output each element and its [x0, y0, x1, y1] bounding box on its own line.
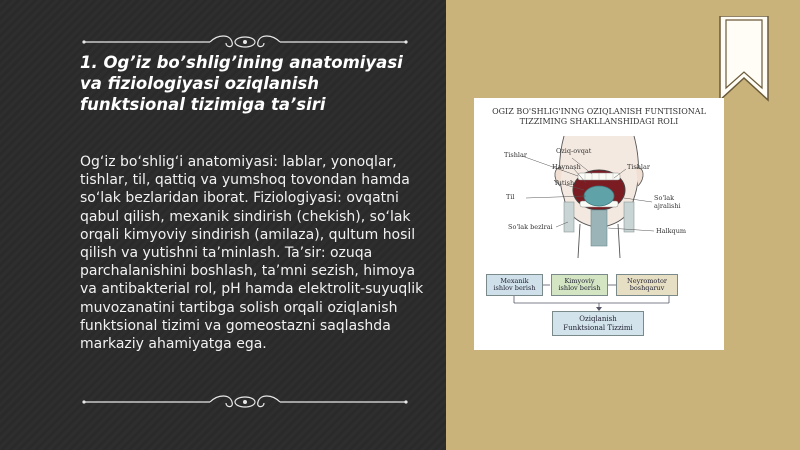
label-haynash: Haynash: [552, 163, 581, 171]
figure-title-line-1: OGIZ BO'SHLIG'INNG OZIQLANISH FUNTISIONAL: [492, 107, 706, 116]
label-yutish: Yutish: [554, 179, 575, 187]
label-tishlar-right: Tishlar: [627, 163, 650, 171]
figure-title: [474, 107, 724, 127]
box-neyromotor-boshqaruv: [616, 274, 678, 296]
figure-title-line-2: TIZZIMING SHAKLLANSHIDAGI ROLI: [519, 117, 679, 126]
box-oziqlanish-funktsional-tizimi: [552, 311, 644, 336]
box-mexanik-line-1: Mexanik: [500, 276, 529, 285]
label-halkqum: Halkqum: [656, 227, 687, 235]
label-til: Til: [506, 193, 515, 201]
anatomy-figure: [474, 98, 724, 350]
box-mexanik-line-2: ishlov berish: [493, 284, 536, 292]
bookmark-icon: [718, 16, 770, 102]
label-solak-ajralishi-1: So'lak: [654, 194, 675, 202]
box-result-line-2: Funktsional Tizzimi: [563, 323, 633, 332]
label-oziq-ovqat: Oziq-ovqat: [556, 147, 592, 155]
box-result-line-1: Oziqlanish: [579, 315, 617, 323]
box-neyromotor-line-2: boshqaruv: [629, 284, 665, 292]
box-mexanik-ishlov-berish: [486, 274, 543, 296]
slide-title: 1. Og’iz bo’shlig’ining anatomiyasi va fiziologiyasi oziqlanish funktsional tizimiga ta’siri: [80, 53, 403, 114]
box-kimyoviy-line-1: Kimyoviy: [564, 276, 595, 285]
box-neyromotor-line-1: Neyromotor: [627, 276, 667, 285]
ornament-divider-bottom: [80, 392, 410, 412]
box-kimyoviy-ishlov-berish: [551, 274, 608, 296]
label-solak-bezlari: So'lak bezlrai: [508, 223, 553, 231]
box-kimyoviy-line-2: ishlov berish: [558, 284, 601, 292]
label-tishlar-left: Tishlar: [504, 151, 527, 159]
label-solak-ajralishi-2: ajralishi: [654, 202, 681, 210]
slide-body-text: Og‘iz bo‘shlig‘i anatomiyasi: lablar, yonoqlar, tishlar, til, qattiq va yumshoq tovondan hamda so‘lak bezlaridan iborat. Fiziologiyasi: ovqatni qabul qilish, mexanik sindirish (chekish), so‘lak orqali kimyoviy sindirish (amilaza), qultum hosil qilish va yutishni ta’minlash. Ta’sir: ozuqa parchalanishini boshlash, ta’mni sezish, himoya va antibakterial rol, pH hamda elektrolit-suyuqlik muvozanatini tartibga solish orqali oziqlanish funktsional tizimi va gomeostazni saqlashda markaziy ahamiyatga ega.: [80, 154, 424, 353]
ornament-divider-top: [80, 32, 410, 52]
